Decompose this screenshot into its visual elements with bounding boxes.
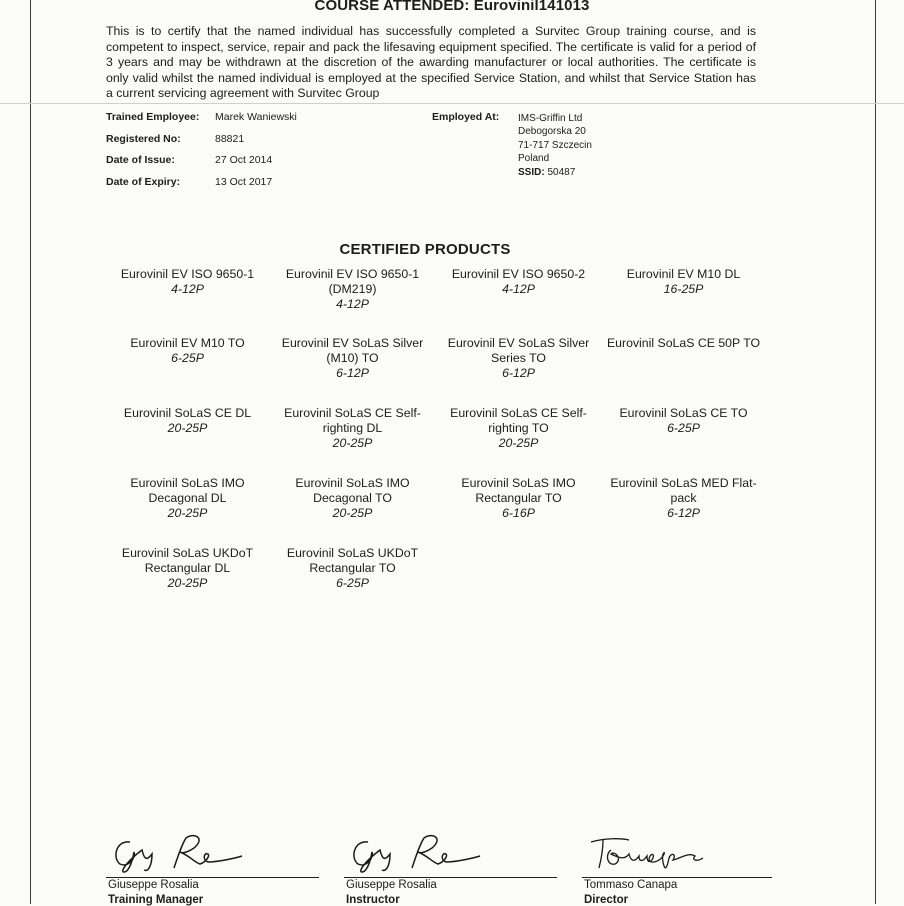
product-name: Eurovinil SoLaS CE TO [619,406,748,420]
statement-line: only valid whilst the named individual is employed at the specified Service Station, and whilst that Service Station has [106,70,756,85]
employed-at-label: Employed At: [432,111,500,123]
product-item [436,476,601,522]
product-range: 6-12P [502,366,535,381]
product-item [105,546,270,592]
product-range: 20-25P [167,506,208,521]
product-item [270,336,435,382]
employer-line: IMS-Griffin Ltd [518,113,583,124]
product-item [270,267,435,313]
signatory-title: Training Manager [108,894,204,906]
product-item [436,406,601,452]
product-name: Eurovinil SoLaS CE Self-righting DL [284,406,421,436]
detail-label: Trained Employee: [106,111,200,123]
product-range: 4-12P [336,297,369,312]
statement-line: competent to inspect, service, repair and pack the lifesaving equipment specified. The certificate is valid for a period of [106,39,756,54]
product-name: Eurovinil EV ISO 9650-2 [451,267,586,281]
detail-label: Registered No: [106,133,181,145]
product-item [270,546,435,592]
statement-line: 3 years and may be withdrawn at the discretion of the awarding manufacturer or local authorities. The certificate is [106,55,756,70]
employer-line: 71-717 Szczecin [518,139,592,151]
product-item [105,476,270,522]
product-name: Eurovinil SoLaS IMO Rectangular TO [461,476,576,506]
product-range: 20-25P [332,506,373,521]
scan-artifact-line [0,103,904,104]
product-name: Eurovinil SoLaS IMO Decagonal TO [295,476,410,506]
certified-products-heading: CERTIFIED PRODUCTS [339,241,511,258]
signatory-name: Giuseppe Rosalia [346,879,437,891]
product-range: 20-25P [167,576,208,591]
product-name: Eurovinil SoLaS UKDoT Rectangular DL [121,546,254,576]
employer-line: Debogorska 20 [518,126,586,138]
ssid-value: 50487 [547,166,576,178]
product-item [436,267,601,297]
product-item [601,406,766,436]
signature-line [344,877,557,878]
product-range: 4-12P [171,282,204,297]
product-range: 6-12P [667,506,700,521]
detail-value: 88821 [215,133,245,145]
product-name: Eurovinil EV ISO 9650-1 (DM219) [285,267,420,297]
product-range: 16-25P [663,282,704,297]
product-name: Eurovinil SoLaS CE 50P TO [606,336,761,350]
product-item [601,267,766,297]
detail-value: 13 Oct 2017 [215,176,273,188]
product-item [105,406,270,436]
product-range: 6-25P [171,351,204,366]
signature-line [582,877,772,878]
employer-address [518,112,592,179]
course-attended-heading: COURSE ATTENDED: Eurovinil141013 [314,0,590,14]
signature-training-manager [108,828,248,878]
certificate-statement [106,24,756,102]
ssid-line [518,166,592,179]
detail-value: Marek Waniewski [215,111,297,123]
signatory-title: Instructor [346,894,400,906]
detail-value: 27 Oct 2014 [215,154,273,166]
product-item [595,336,772,351]
detail-label: Date of Issue: [106,154,175,166]
signatory-title: Director [584,894,629,906]
product-name: Eurovinil EV M10 TO [130,336,245,350]
product-range: 4-12P [502,282,535,297]
product-name: Eurovinil EV M10 DL [626,267,741,281]
product-range: 20-25P [332,436,373,451]
product-name: Eurovinil SoLaS MED Flat-pack [610,476,757,506]
product-range: 20-25P [498,436,539,451]
page-border-right [875,0,876,904]
product-name: Eurovinil SoLaS CE Self-righting TO [450,406,587,436]
signatory-name: Tommaso Canapa [584,879,678,891]
product-name: Eurovinil SoLaS UKDoT Rectangular TO [286,546,419,576]
product-name: Eurovinil EV SoLaS Silver (M10) TO [281,336,424,366]
product-range: 6-12P [336,366,369,381]
product-name: Eurovinil EV ISO 9650-1 [120,267,255,281]
product-range: 6-16P [502,506,535,521]
product-item [105,267,270,297]
product-name: Eurovinil SoLaS CE DL [123,406,252,420]
page-border-left [30,0,31,904]
signatory-name: Giuseppe Rosalia [108,879,199,891]
employer-line: Poland [518,153,550,165]
signature-line [106,877,319,878]
product-name: Eurovinil EV SoLaS Silver Series TO [447,336,590,366]
product-item [270,476,435,522]
product-range: 20-25P [167,421,208,436]
signature-director [585,828,715,878]
product-range: 6-25P [667,421,700,436]
product-item [105,336,270,366]
detail-label: Date of Expiry: [106,176,181,188]
product-range: 6-25P [336,576,369,591]
statement-line: a current servicing agreement with Survitec Group [106,86,380,101]
product-item [436,336,601,382]
ssid-label: SSID: [518,166,545,178]
product-item [270,406,435,452]
product-name: Eurovinil SoLaS IMO Decagonal DL [130,476,245,506]
signature-instructor [346,828,486,878]
product-item [601,476,766,522]
statement-line: This is to certify that the named individual has successfully completed a Survitec Group training course, and is [106,24,756,38]
